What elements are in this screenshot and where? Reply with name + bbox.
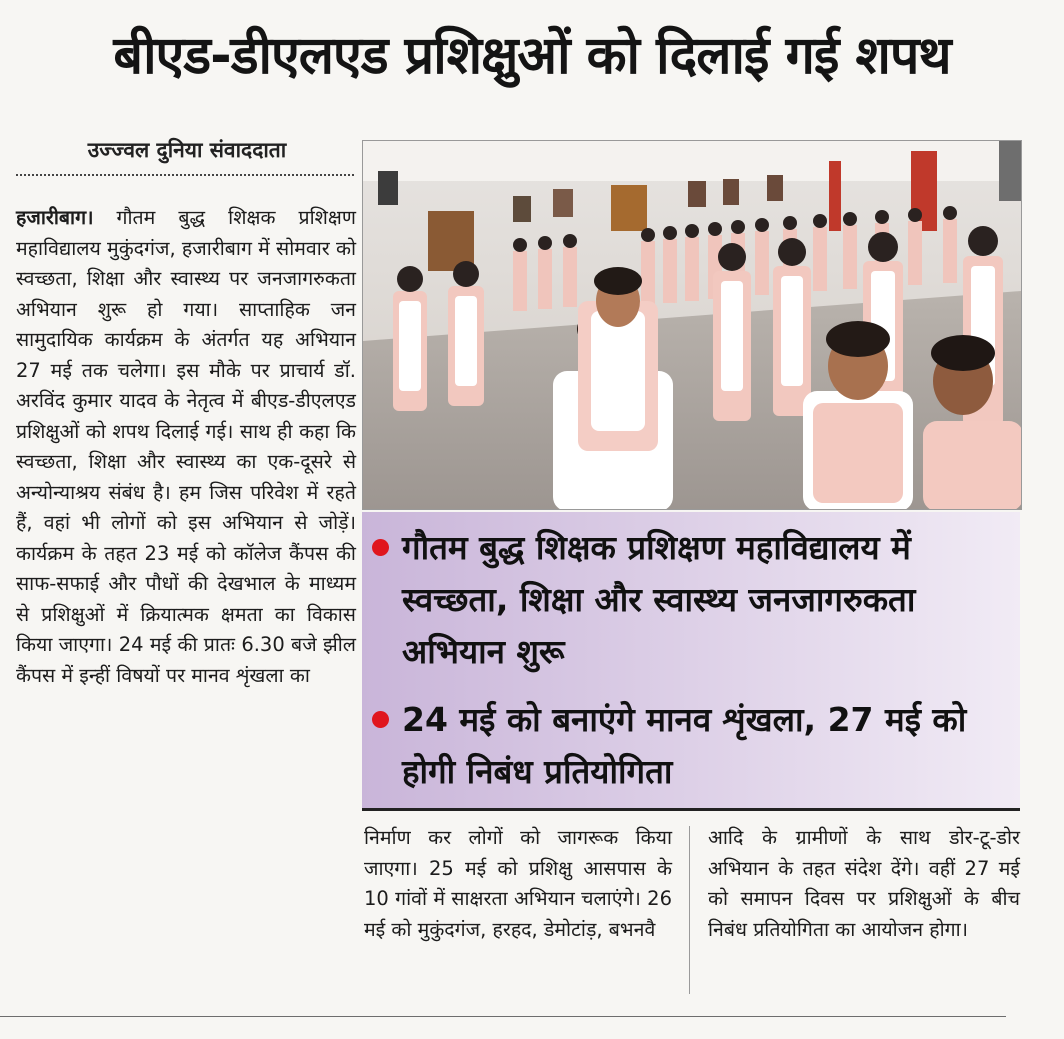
bullet-icon <box>372 539 389 556</box>
bullet-icon <box>372 711 389 728</box>
byline-divider <box>16 174 354 176</box>
highlight-item <box>372 694 1012 798</box>
highlights-box <box>362 512 1020 808</box>
highlight-item <box>372 522 1012 678</box>
bottom-divider <box>0 1016 1006 1017</box>
article-column-1 <box>16 203 356 691</box>
photo-illustration <box>363 141 1021 509</box>
article-column-3 <box>708 823 1020 945</box>
highlight-text: गौतम बुद्ध शिक्षक प्रशिक्षण महाविद्यालय में स्वच्छता, शिक्षा और स्वास्थ्य जनजागरुकता अभियान शुरू <box>402 528 916 671</box>
highlights-divider <box>362 808 1020 811</box>
headline: बीएड-डीएलएड प्रशिक्षुओं को दिलाई गई शपथ <box>113 26 951 86</box>
article-column-1-text: गौतम बुद्ध शिक्षक प्रशिक्षण महाविद्यालय मुकुंदगंज, हजारीबाग में सोमवार को स्वच्छता, शिक्षा और स्वास्थ्य पर जनजागरुकता अभियान शुरू हो गया। साप्ताहिक जन सामुदायिक कार्यक्रम के अंतर्गत यह अभियान 27 मई तक चलेगा। इस मौके पर प्राचार्य डॉ. अरविंद कुमार यादव के नेतृत्व में बीएड-डीएलएड प्रशिक्षुओं को शपथ दिलाई गई। साथ ही कहा कि स्वच्छता, शिक्षा और स्वास्थ्य का एक-दूसरे से अन्योन्याश्रय संबंध है। हम जिस परिवेश में रहते हैं, वहां भी लोगों को इस अभियान से जोड़ें। कार्यक्रम के तहत 23 मई को कॉलेज कैंपस की साफ-सफाई और पौधों की देखभाल के माध्यम से प्रशिक्षुओं में क्रियात्मक क्षमता का विकास किया जाएगा। 24 मई की प्रातः 6.30 बजे झील कैंपस में इन्हीं विषयों पर मानव शृंखला का <box>16 206 356 687</box>
article-column-2 <box>364 823 672 945</box>
dateline: हजारीबाग। <box>16 206 94 229</box>
byline: उज्ज्वल दुनिया संवाददाता <box>87 138 287 162</box>
article-column-3-text: आदि के ग्रामीणों के साथ डोर-टू-डोर अभियान के तहत संदेश देंगे। वहीं 27 मई को समापन दिवस पर प्रशिक्षुओं के बीच निबंध प्रतियोगिता का आयोजन होगा। <box>708 826 1020 941</box>
highlight-text: 24 मई को बनाएंगे मानव शृंखला, 27 मई को होगी निबंध प्रतियोगिता <box>402 700 967 791</box>
news-photo <box>362 140 1022 510</box>
article-column-2-text: निर्माण कर लोगों को जागरूक किया जाएगा। 25 मई को प्रशिक्षु आसपास के 10 गांवों में साक्षरता अभियान चलाएंगे। 26 मई को मुकुंदगंज, हरहद, डेमोटांड़, बभनवै <box>364 826 672 941</box>
column-divider <box>689 826 690 994</box>
